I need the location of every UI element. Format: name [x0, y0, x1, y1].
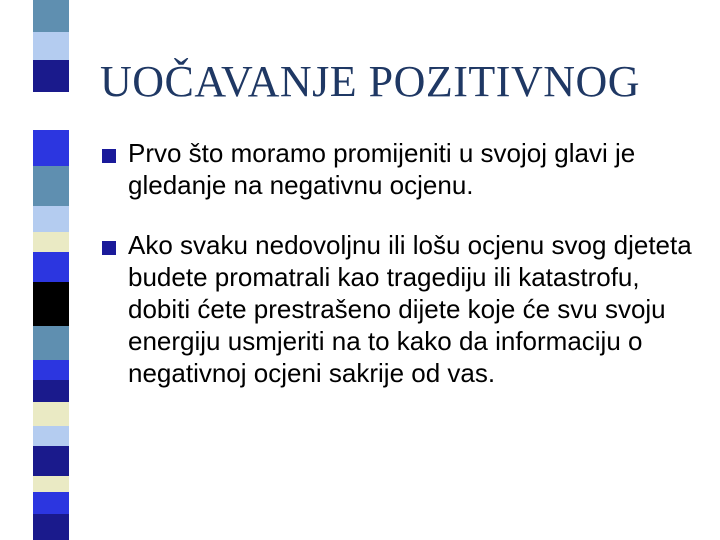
slide-title: UOČAVANJE POZITIVNOG [100, 57, 641, 106]
bullet-list [102, 137, 702, 417]
strip-block [33, 514, 69, 540]
strip-block [33, 476, 69, 492]
strip-block [33, 0, 69, 32]
strip-block [33, 32, 69, 60]
strip-block [33, 130, 69, 166]
decorative-color-strip [33, 0, 69, 540]
strip-block [33, 380, 69, 402]
strip-block [33, 492, 69, 514]
strip-block [33, 60, 69, 92]
strip-block [33, 426, 69, 446]
strip-block [33, 326, 69, 360]
strip-block [33, 360, 69, 380]
square-bullet-icon [102, 149, 116, 163]
strip-block [33, 282, 69, 326]
strip-block [33, 446, 69, 476]
bullet-item [102, 229, 702, 389]
strip-block [33, 252, 69, 282]
strip-block [33, 402, 69, 426]
bullet-item [102, 137, 702, 201]
strip-block [33, 206, 69, 232]
strip-block [33, 92, 69, 130]
square-bullet-icon [102, 241, 116, 255]
bullet-text: Prvo što moramo promijeniti u svojoj glavi je gledanje na negativnu ocjenu. [128, 138, 636, 200]
strip-block [33, 166, 69, 206]
bullet-text: Ako svaku nedovoljnu ili lošu ocjenu svog djeteta budete promatrali kao tragediju ili katastrofu, dobiti ćete prestrašeno dijete koje će svu svoju energiju usmjeriti na to kako da informaciju o negativnoj ocjeni sakrije od vas. [128, 230, 692, 388]
strip-block [33, 232, 69, 252]
